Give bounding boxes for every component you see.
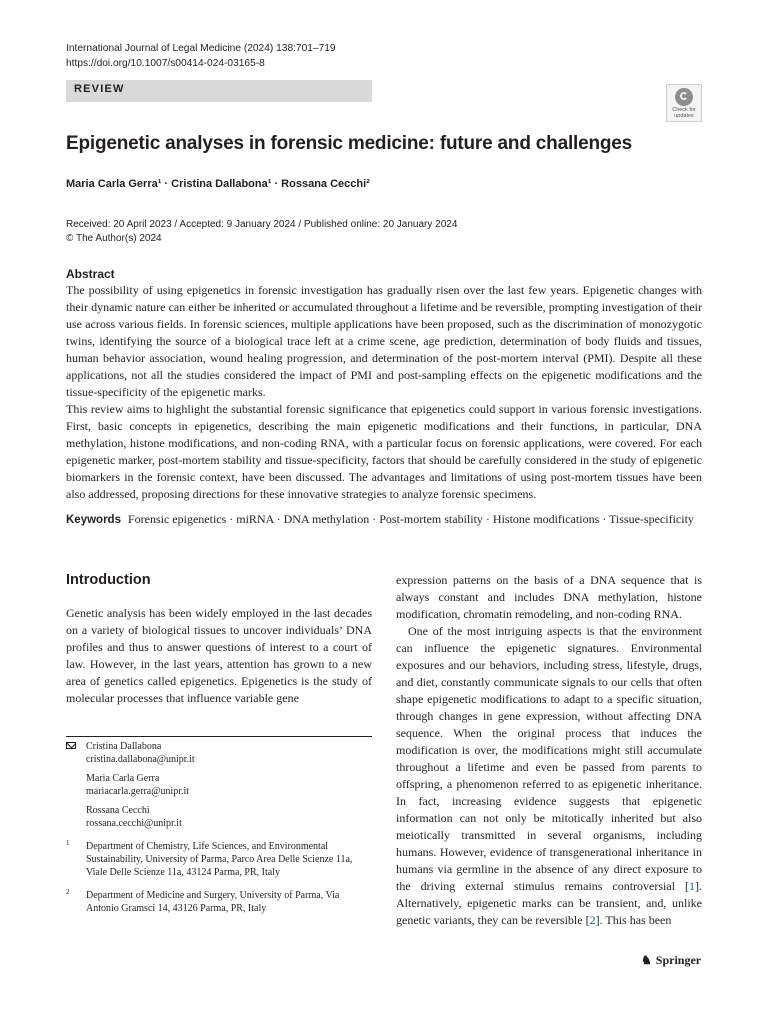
check-for-updates-badge[interactable] xyxy=(666,84,702,122)
abstract-body xyxy=(66,282,702,503)
check-badge-line1: Check for xyxy=(672,107,696,113)
introduction-right-column xyxy=(396,572,702,929)
citation-link[interactable]: 1 xyxy=(689,879,695,893)
citation-link[interactable]: 2 xyxy=(589,913,596,927)
article-title: Epigenetic analyses in forensic medicine: future and challenges xyxy=(66,133,633,154)
check-badge-line2: updates xyxy=(674,113,694,119)
publisher-logo xyxy=(641,953,701,968)
contact-email[interactable]: cristina.dallabona@unipr.it xyxy=(86,754,195,765)
affiliation-number: 1 xyxy=(66,839,70,847)
paragraph-text: ]. This has been xyxy=(595,913,672,927)
paragraph-text: One of the most intriguing aspects is that the environment can influence the epigenetic signatures. Environmental exposures and our behaviors, including stress, lifestyle, drugs, and diet, constantly communicate signals to our cells that often shape epigenetic modifications to adapt to a specific situation, through changes in gene expression, without affecting DNA sequence. When the original process that induces the modification is over, the modifications might still accumulate throughout a lifetime and even be passed from parents to offspring, a phenomenon referred to as epigenetic inheritance. In fact, increasing evidence suggests that epigenetic information can not only be mitotically inherited but also meiotically transmitted in several organisms, including humans. However, evidence of transgenerational inheritance in humans via germline in the absence of any direct exposure to the driving external stimulus remains controversial [ xyxy=(396,624,702,893)
article-type-label: REVIEW xyxy=(74,83,125,95)
article-type-band xyxy=(66,80,372,102)
keywords-heading: Keywords xyxy=(66,514,121,526)
author-contact xyxy=(66,804,372,830)
publication-dates xyxy=(66,218,457,246)
check-for-updates-icon xyxy=(675,88,693,106)
copyright-line: © The Author(s) 2024 xyxy=(66,233,162,244)
affiliation-text: Department of Chemistry, Life Sciences, and Environmental Sustainability, University of Parma, Parco Area Delle Scienze 11a, Viale Delle Scienze 11a, 43124 Parma, PR, Italy xyxy=(86,841,353,878)
introduction-heading: Introduction xyxy=(66,572,151,588)
springer-horse-icon: ♞ xyxy=(641,953,652,967)
history-dates: Received: 20 April 2023 / Accepted: 9 January 2024 / Published online: 20 January 2024 xyxy=(66,219,458,230)
keywords xyxy=(66,511,702,529)
envelope-icon xyxy=(66,742,76,749)
corresponding-author xyxy=(66,740,372,766)
affiliation xyxy=(66,840,372,879)
journal-header xyxy=(66,41,336,71)
author-list: Maria Carla Gerra¹ · Cristina Dallabona¹ · Rossana Cecchi² xyxy=(66,178,370,190)
author-footnotes xyxy=(66,740,372,915)
abstract-paragraph: This review aims to highlight the substantial forensic significance that epigenetics could support in various forensic investigations. First, basic concepts in epigenetics, describing the main epigenetic modifications and their functions, in particular, DNA methylation, histone modifications, and non-coding RNA, with a particular focus on forensic applications, were covered. For each epigenetic marker, post-mortem stability and tissue-specificity, factors that should be carefully considered in the study of epigenetic biomarkers in the forensic context, have been discussed. The advantages and limitations of using post-mortem tissues have been also addressed, proposing directions for these innovative strategies to analyze forensic specimens. xyxy=(66,402,702,501)
contact-name: Maria Carla Gerra xyxy=(86,773,160,784)
abstract-paragraph: The possibility of using epigenetics in forensic investigation has gradually risen over the last few years. Epigenetic changes with their dynamic nature can either be inherited or accumulated throughout a lifetime and be reversible, prompting investigation of their use across various fields. In forensic sciences, multiple applications have been proposed, such as the discrimination of monozygotic twins, identifying the source of a biological trace left at a crime scene, age prediction, determination of body fluids and tissues, human behavior association, wound healing progression, and determination of the post-mortem interval (PMI). Despite all these applications, not all the studies considered the impact of PMI and post-sampling effects on the epigenetic modifications and the tissue-specificity of the epigenetic marks. xyxy=(66,283,702,399)
affiliation-text: Department of Medicine and Surgery, University of Parma, Via Antonio Gramsci 14, 43126 Parma, PR, Italy xyxy=(86,890,340,914)
body-paragraph: expression patterns on the basis of a DNA sequence that is always constant and includes DNA methylation, histone modification, chromatin remodeling, and non-coding RNA. xyxy=(396,573,702,621)
abstract-heading: Abstract xyxy=(66,267,115,281)
doi-link[interactable]: https://doi.org/10.1007/s00414-024-03165-8 xyxy=(66,58,265,69)
affiliation xyxy=(66,889,372,915)
contact-email[interactable]: mariacarla.gerra@unipr.it xyxy=(86,786,190,797)
keywords-list: Forensic epigenetics · miRNA · DNA methylation · Post-mortem stability · Histone modifications · Tissue-specificity xyxy=(127,512,694,526)
paragraph-text: ]. Alternatively, epigenetic marks can be transient, and, unlike genetic variants, they can be reversible [ xyxy=(396,879,702,927)
introduction-left-column: Genetic analysis has been widely employed in the last decades on a variety of biological tissues to uncover individuals’ DNA profiles and thus to answer questions of interest to a court of law. However, in the last years, attention has grown to a new area of genetics called epigenetics. Epigenetics is the study of molecular processes that influence variable gene xyxy=(66,606,372,705)
contact-name: Cristina Dallabona xyxy=(86,741,162,752)
body-paragraph xyxy=(396,623,702,929)
contact-name: Rossana Cecchi xyxy=(86,805,150,816)
publisher-name: Springer xyxy=(655,953,702,967)
footnote-divider xyxy=(66,736,372,737)
affiliation-number: 2 xyxy=(66,888,70,896)
contact-email[interactable]: rossana.cecchi@unipr.it xyxy=(86,818,182,829)
author-contact xyxy=(66,772,372,798)
journal-citation: International Journal of Legal Medicine (2024) 138:701–719 xyxy=(66,43,336,54)
